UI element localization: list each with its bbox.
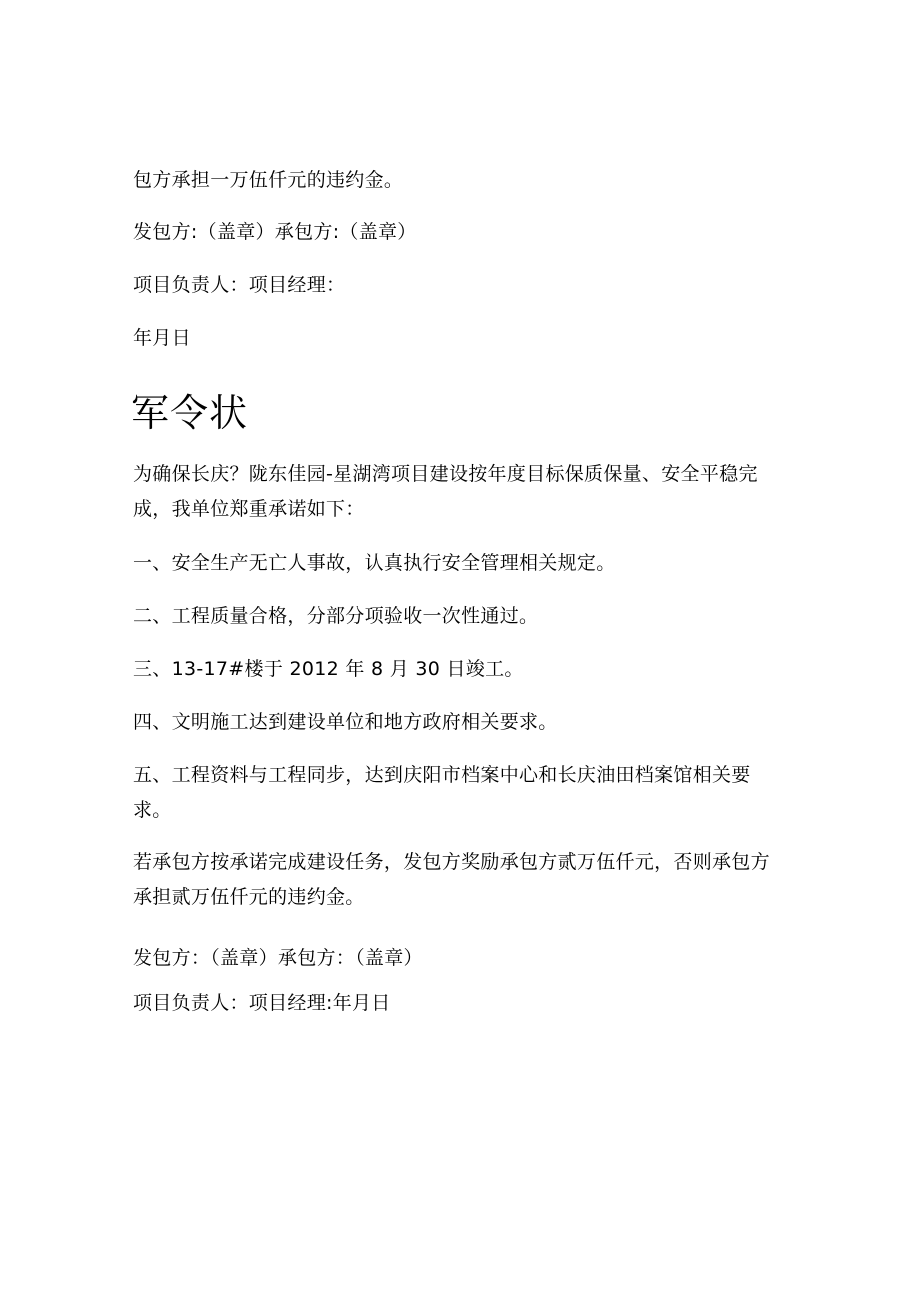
signature-line-top: 发包方:（盖章）承包方:（盖章） bbox=[133, 221, 417, 243]
penalty-line: 包方承担一万伍仟元的违约金。 bbox=[133, 169, 404, 191]
intro-paragraph: 为确保长庆？陇东佳园-星湖湾项目建设按年度目标保质保量、安全平稳完成，我单位郑重承诺如下： bbox=[133, 463, 758, 520]
signature-line: 发包方：（盖章）承包方：（盖章） bbox=[133, 947, 423, 969]
manager-date-line: 项目负责人：项目经理:年月日 bbox=[133, 992, 391, 1014]
reward-clause: 若承包方按承诺完成建设任务，发包方奖励承包方贰万伍仟元，否则承包方承担贰万伍仟元的违约金。 bbox=[133, 851, 770, 908]
commitment-item-5: 五、工程资料与工程同步，达到庆阳市档案中心和长庆油田档案馆相关要求。 bbox=[133, 764, 751, 821]
document-title: 军令状 bbox=[131, 391, 249, 435]
date-line-top: 年月日 bbox=[133, 327, 191, 349]
commitment-item-4: 四、文明施工达到建设单位和地方政府相关要求。 bbox=[133, 711, 558, 733]
commitment-item-2: 二、工程质量合格，分部分项验收一次性通过。 bbox=[133, 605, 539, 627]
manager-line-top: 项目负责人：项目经理： bbox=[133, 274, 346, 296]
commitment-item-3: 三、13-17#楼于 2012 年 8 月 30 日竣工。 bbox=[133, 658, 524, 680]
commitment-item-1: 一、安全生产无亡人事故，认真执行安全管理相关规定。 bbox=[133, 552, 616, 574]
